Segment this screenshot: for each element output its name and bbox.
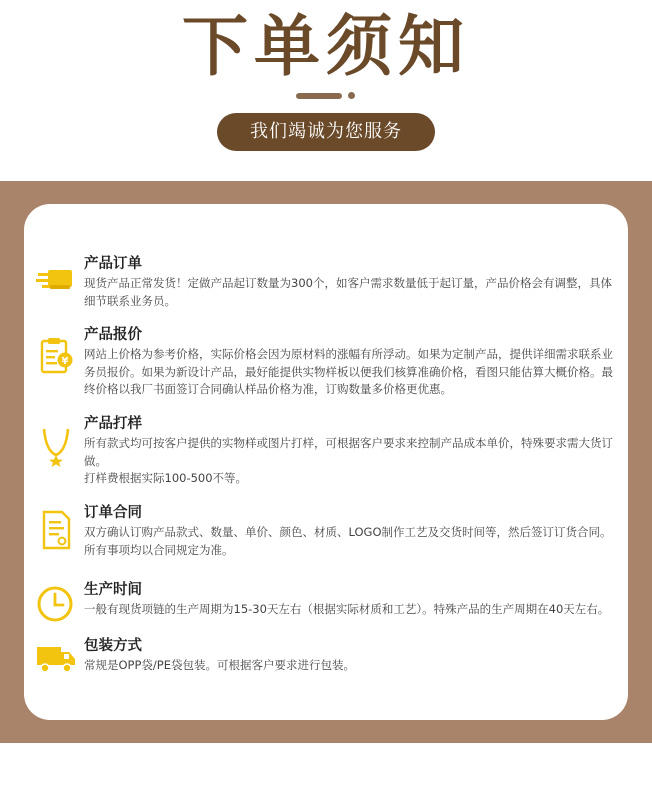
svg-text:¥: ¥ bbox=[61, 356, 69, 367]
section-text: 打样费根据实际100-500不等。 bbox=[84, 471, 248, 485]
section-body bbox=[84, 524, 616, 559]
order-icon bbox=[36, 261, 76, 301]
section-text: 网站上价格为参考价格，实际价格会因为原材料的涨幅有所浮动。如果为定制产品，提供详细需求联系业务员报价。如果为新设计产品，最好能提供实物样板以便我们核算准确价格，看图只能估算大概价格。最终价格以我厂书面签订合同确认样品价格为准，订购数量多价格更优惠。 bbox=[84, 347, 613, 396]
section-title: 生产时间 bbox=[84, 582, 142, 598]
subtitle-badge: 我们竭诚为您服务 bbox=[217, 113, 435, 151]
necklace-icon bbox=[36, 427, 76, 467]
section-title: 包装方式 bbox=[84, 638, 142, 654]
section-title: 产品订单 bbox=[84, 256, 142, 272]
section-title: 订单合同 bbox=[84, 505, 142, 521]
section-text: 常规是OPP袋/PE袋包装。可根据客户要求进行包装。 bbox=[84, 658, 355, 672]
section-body bbox=[84, 657, 616, 675]
section-text: 双方确认订购产品款式、数量、单价、颜色、材质、LOGO制作工艺及交货时间等，然后签订订货合同。所有事项均以合同规定为准。 bbox=[84, 525, 612, 557]
notice-card bbox=[24, 204, 628, 720]
page-title: 下单须知 bbox=[182, 7, 470, 85]
section-body bbox=[84, 275, 616, 310]
section-text: 现货产品正常发货！定做产品起订数量为300个，如客户需求数量低于起订量，产品价格会有调整，具体细节联系业务员。 bbox=[84, 276, 612, 308]
section-text: 所有款式均可按客户提供的实物样或图片打样，可根据客户要求来控制产品成本单价，特殊要求需大货订做。 bbox=[84, 436, 613, 468]
section-body bbox=[84, 346, 616, 399]
quote-clipboard-icon bbox=[36, 336, 76, 376]
title-dot-decoration bbox=[348, 92, 355, 99]
section-body bbox=[84, 601, 616, 619]
section-body bbox=[84, 435, 616, 488]
section-title: 产品报价 bbox=[84, 327, 142, 343]
contract-icon bbox=[36, 510, 76, 550]
delivery-truck-icon bbox=[36, 639, 76, 679]
section-text: 一般有现货项链的生产周期为15-30天左右（根据实际材质和工艺）。特殊产品的生产周期在40天左右。 bbox=[84, 602, 610, 616]
title-underline-decoration bbox=[296, 93, 342, 99]
section-title: 产品打样 bbox=[84, 416, 142, 432]
clock-icon bbox=[36, 584, 76, 624]
